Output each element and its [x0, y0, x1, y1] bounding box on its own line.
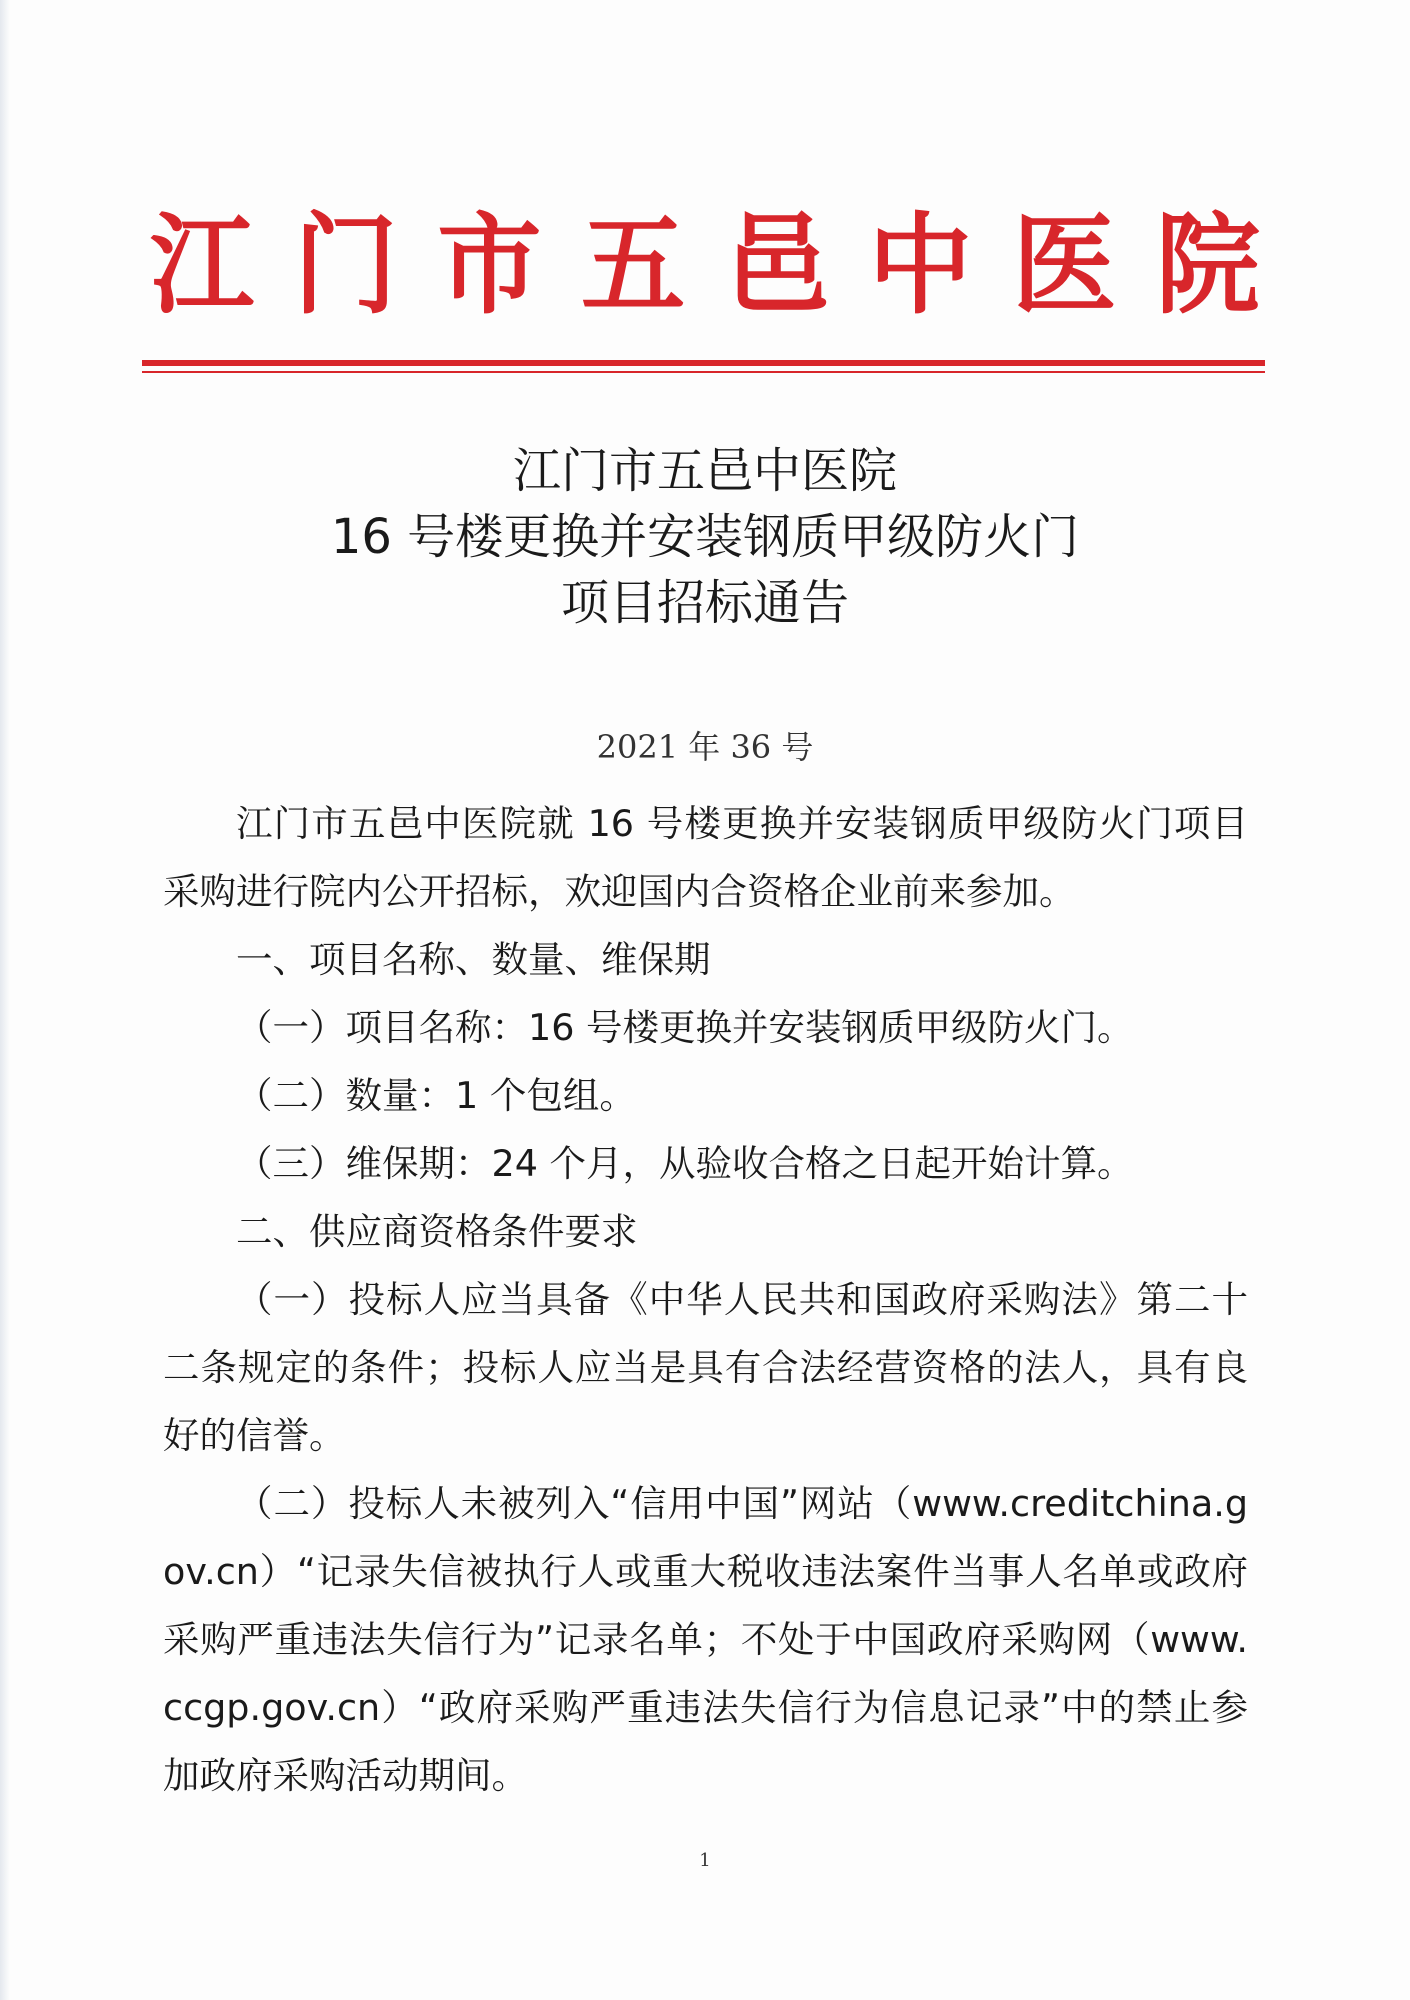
title-line-2: 16 号楼更换并安装钢质甲级防火门	[330, 509, 1080, 565]
letterhead-char: 江	[150, 199, 255, 330]
section-heading-1: 一、项目名称、数量、维保期	[236, 938, 711, 981]
document-number: 2021 年 36 号	[596, 728, 814, 766]
letterhead-char: 邑	[724, 199, 829, 330]
letterhead-char: 中	[868, 199, 973, 330]
intro-paragraph: 江门市五邑中医院就 16 号楼更换并安装钢质甲级防火门项目采购进行院内公开招标，欢迎国内合资格企业前来参加。	[163, 802, 1248, 913]
scan-edge	[0, 0, 10, 2000]
qualification-item-1: （一）投标人应当具备《中华人民共和国政府采购法》第二十二条规定的条件；投标人应当是具有合法经营资格的法人，具有良好的信誉。	[163, 1278, 1248, 1457]
letterhead-title	[150, 199, 1260, 330]
item-quantity: （二）数量：1 个包组。	[236, 1074, 636, 1117]
section-heading-2: 二、供应商资格条件要求	[236, 1210, 638, 1253]
letterhead-char: 院	[1155, 199, 1260, 330]
document-body	[163, 790, 1248, 1810]
letterhead-char: 医	[1012, 199, 1117, 330]
page-number: 1	[699, 1850, 711, 1871]
letterhead-char: 市	[437, 199, 542, 330]
title-line-1: 江门市五邑中医院	[512, 443, 897, 499]
letterhead-char: 五	[581, 199, 686, 330]
red-divider-thick	[142, 360, 1265, 366]
document-title	[150, 438, 1260, 636]
item-maintenance-period: （三）维保期：24 个月，从验收合格之日起开始计算。	[236, 1142, 1134, 1185]
red-divider-thin	[142, 371, 1265, 373]
qualification-item-2: （二）投标人未被列入“信用中国”网站（www.creditchina.gov.cn）“记录失信被执行人或重大税收违法案件当事人名单或政府采购严重违法失信行为”记录名单；不处于中国政府采购网（www.ccgp.gov.cn）“政府采购严重违法失信行为信息记录”中的禁止参加政府采购活动期间。	[163, 1482, 1248, 1797]
item-project-name: （一）项目名称：16 号楼更换并安装钢质甲级防火门。	[236, 1006, 1134, 1049]
title-line-3: 项目招标通告	[560, 575, 849, 631]
letterhead-char: 门	[293, 199, 398, 330]
